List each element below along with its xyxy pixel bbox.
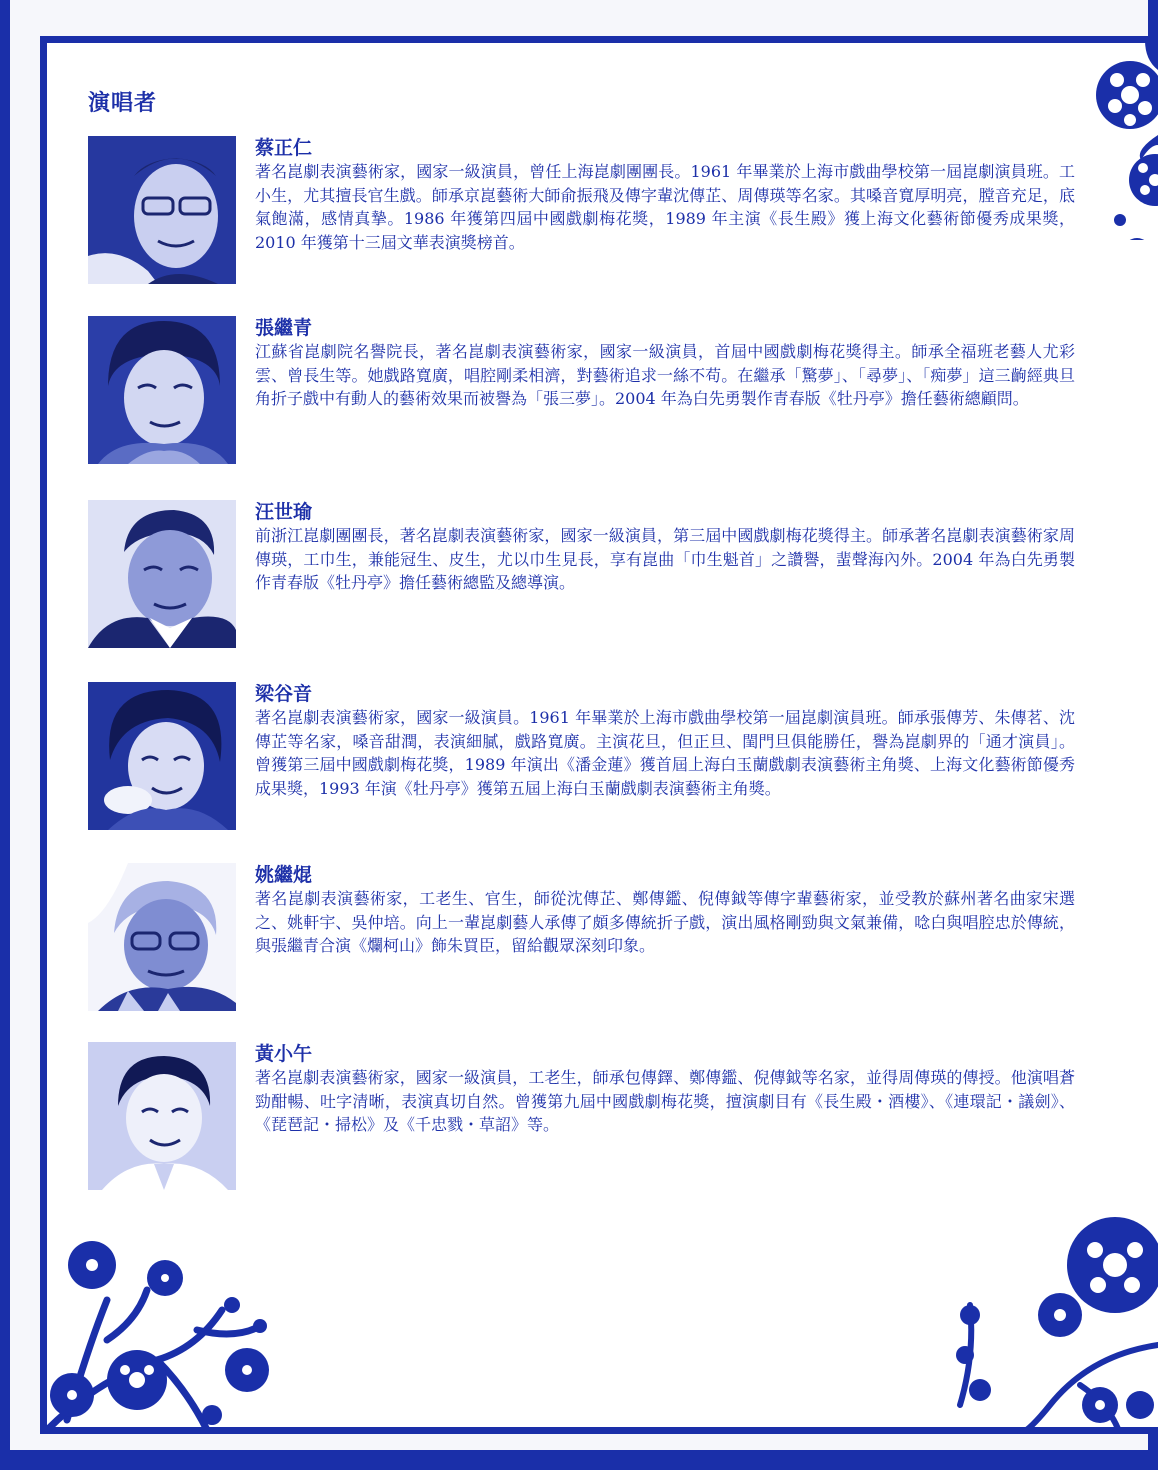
performer-text	[255, 500, 1075, 595]
performer-text	[255, 682, 1075, 800]
performer-bio: 著名崑劇表演藝術家，國家一級演員，曾任上海崑劇團團長。1961 年畢業於上海市戲曲學校第一屆崑劇演員班。工小生，尤其擅長官生戲。師承京崑藝術大師俞振飛及傳字輩沈傳芷、周傳瑛等名家。其嗓音寬厚明亮，膛音充足，底氣飽滿，感情真摯。1986 年獲第四屆中國戲劇梅花獎，1989 年主演《長生殿》獲上海文化藝術節優秀成果獎，2010 年獲第十三屆文華表演獎榜首。	[255, 162, 1075, 252]
performer-bio: 江蘇省崑劇院名譽院長，著名崑劇表演藝術家，國家一級演員，首屆中國戲劇梅花獎得主。師承全福班老藝人尤彩雲、曾長生等。她戲路寬廣，唱腔剛柔相濟，對藝術追求一絲不苟。在繼承「驚夢」、「尋夢」、「痴夢」這三齣經典旦角折子戲中有動人的藝術效果而被譽為「張三夢」。2004 年為白先勇製作青春版《牡丹亭》擔任藝術總顧問。	[255, 342, 1075, 408]
performer-name: 汪世瑜	[255, 501, 313, 523]
section-heading: 演唱者	[88, 90, 158, 116]
performer-name: 姚繼焜	[255, 864, 313, 886]
performer-name: 張繼青	[255, 317, 313, 339]
performer-portrait	[88, 863, 236, 1011]
performer-portrait	[88, 316, 236, 464]
performer-bio: 著名崑劇表演藝術家，國家一級演員。1961 年畢業於上海市戲曲學校第一屆崑劇演員班。師承張傳芳、朱傳茗、沈傳芷等名家，嗓音甜潤，表演細膩，戲路寬廣。主演花旦，但正旦、閨門旦俱能勝任，譽為崑劇界的「通才演員」。曾獲第三屆中國戲劇梅花獎，1989 年演出《潘金蓮》獲首屆上海白玉蘭戲劇表演藝術主角獎、上海文化藝術節優秀成果獎，1993 年演《牡丹亭》獲第五屆上海白玉蘭戲劇表演藝術主角獎。	[255, 708, 1075, 798]
plum-blossom-top-right-icon	[1075, 40, 1158, 240]
performer-bio: 著名崑劇表演藝術家，國家一級演員，工老生，師承包傳鐸、鄭傳鑑、倪傳鉞等名家，並得周傳瑛的傳授。他演唱蒼勁酣暢、吐字清晰，表演真切自然。曾獲第九屆中國戲劇梅花獎，擅演劇目有《長生殿・酒樓》、《連環記・議劍》、《琵琶記・掃松》及《千忠戮・草詔》等。	[255, 1068, 1075, 1134]
performer-bio: 著名崑劇表演藝術家，工老生、官生，師從沈傳芷、鄭傳鑑、倪傳鉞等傳字輩藝術家，並受教於蘇州著名曲家宋選之、姚軒宇、吳仲培。向上一輩崑劇藝人承傳了頗多傳統折子戲，演出風格剛勁與文氣兼備，唸白與唱腔忠於傳統，與張繼青合演《爛柯山》飾朱買臣，留給觀眾深刻印象。	[255, 889, 1075, 955]
performer-bio: 前浙江崑劇團團長，著名崑劇表演藝術家，國家一級演員，第三屆中國戲劇梅花獎得主。師承著名崑劇表演藝術家周傳瑛，工巾生，兼能冠生、皮生，尤以巾生見長，享有崑曲「巾生魁首」之讚譽，蜚聲海內外。2004 年為白先勇製作青春版《牡丹亭》擔任藝術總監及總導演。	[255, 526, 1075, 592]
plum-blossom-bottom-left-icon	[47, 1230, 297, 1434]
performer-text	[255, 863, 1075, 958]
performer-portrait	[88, 500, 236, 648]
performer-name: 蔡正仁	[255, 137, 313, 159]
plum-blossom-bottom-right-icon	[940, 1205, 1158, 1434]
performer-name: 梁谷音	[255, 683, 313, 705]
performer-text	[255, 316, 1075, 411]
performer-text	[255, 136, 1075, 254]
performer-name: 黃小午	[255, 1043, 313, 1065]
bottom-border	[0, 1450, 1158, 1470]
performer-portrait	[88, 136, 236, 284]
performer-portrait	[88, 1042, 236, 1190]
performer-portrait	[88, 682, 236, 830]
performer-text	[255, 1042, 1075, 1137]
